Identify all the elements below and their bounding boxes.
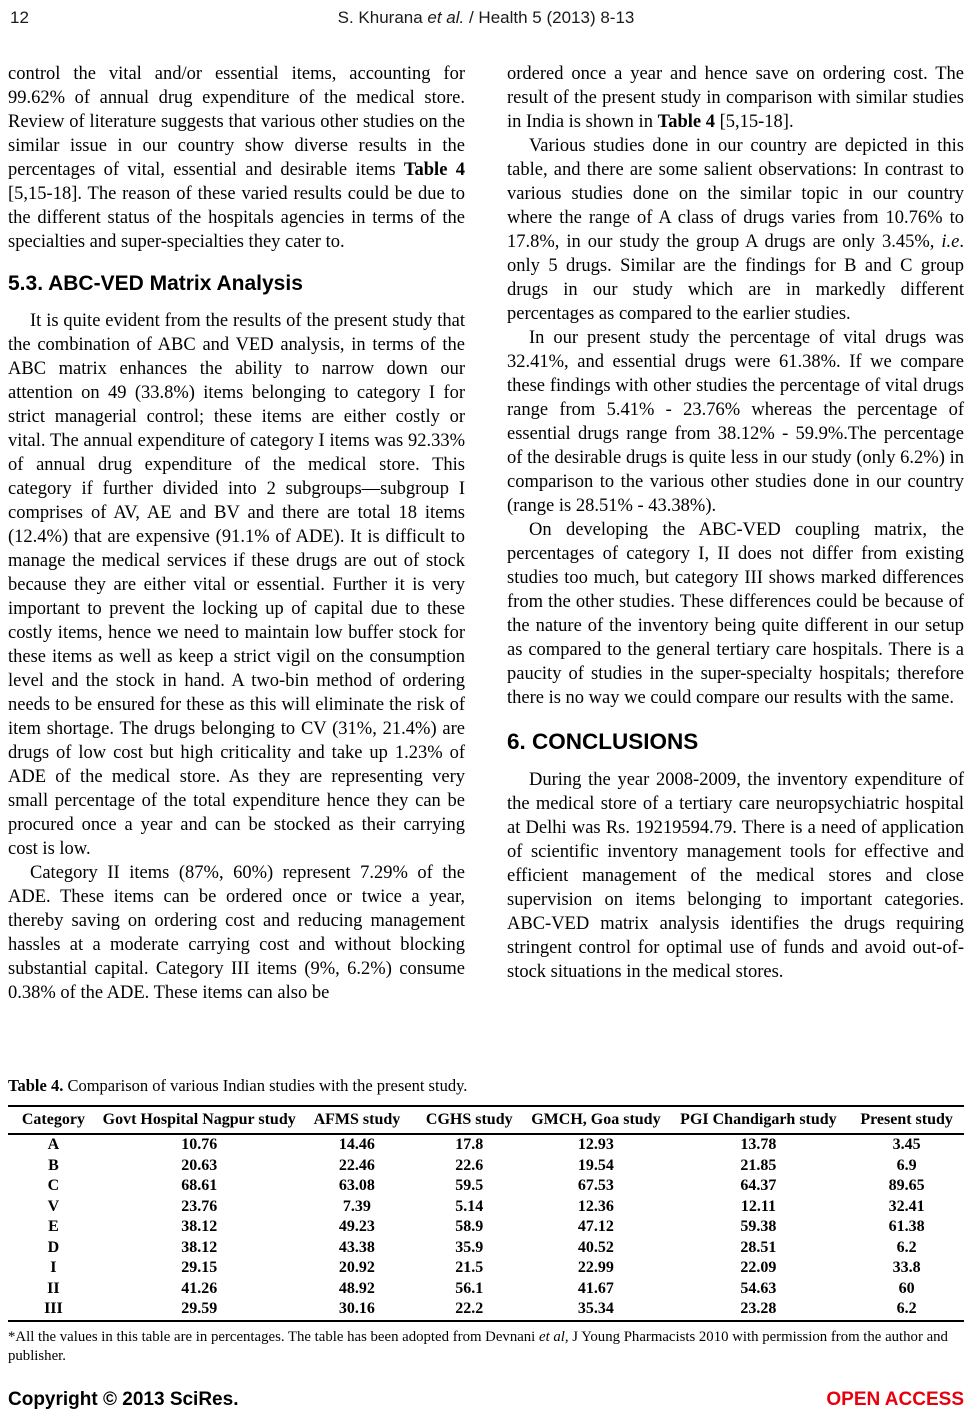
- row-category: II: [47, 1279, 60, 1297]
- paragraph-continuation: [8, 62, 465, 254]
- table-cell: 20.92: [338, 1259, 375, 1276]
- paragraph-text: . only 5 drugs. Similar are the findings for B and C group drugs in our study which are in markedly different percentages as compared to the earlier studies.: [507, 232, 964, 324]
- table-row: [8, 1238, 964, 1259]
- page-header: [0, 0, 972, 32]
- table-row: [8, 1197, 964, 1218]
- paragraph: [507, 134, 964, 326]
- table-row: [8, 1299, 964, 1321]
- table-cell: 12.93: [577, 1136, 614, 1153]
- column-header: Category: [8, 1106, 99, 1134]
- row-category: B: [48, 1156, 59, 1174]
- column-header: Present study: [849, 1106, 964, 1134]
- paragraph: On developing the ABC-VED coupling matrix, the percentages of category I, II does not differ from existing studies too much, but category III shows marked differences from the other studies. These differences could be because of the nature of the inventory being quite different in our setup as compared to the general tertiary care hospitals. There is a paucity of studies in the super-specialty hospitals; therefore there is no way we could compare our results with the same.: [507, 520, 964, 708]
- table-cell: 32.41: [888, 1197, 925, 1215]
- table-cell: 6.9: [896, 1156, 917, 1174]
- table-reference: Table 4: [657, 112, 715, 132]
- running-title-etal: et al.: [427, 8, 465, 27]
- row-category: C: [47, 1177, 60, 1194]
- table-cell: 56.1: [455, 1279, 484, 1297]
- table-cell: 17.8: [455, 1136, 484, 1153]
- column-header: GMCH, Goa study: [524, 1106, 667, 1134]
- row-category: I: [50, 1259, 57, 1276]
- column-header: PGI Chandigarh study: [668, 1106, 850, 1134]
- table-cell: 3.45: [892, 1136, 921, 1153]
- column-header: Govt Hospital Nagpur study: [99, 1106, 300, 1134]
- open-access-label: OPEN ACCESS: [826, 1389, 964, 1410]
- running-title-pre: S. Khurana: [337, 8, 428, 27]
- table-cell: 23.28: [740, 1300, 777, 1317]
- table-head-row: [8, 1106, 964, 1134]
- page-footer: [8, 1389, 964, 1411]
- paragraph: It is quite evident from the results of the present study that the combination of ABC and VED analysis, in terms of the ABC matrix enhances the ability to narrow down our attention on 49 (33.8%) items belonging to category I for strict managerial control; these items are either costly or vital. The annual expenditure of category I items was 92.33% of annual drug expenditure of the medical store. This category if further divided into 2 subgroups—subgroup I comprises of AV, AE and BV and there are total 18 items (12.4%) that are expensive (91.1% of ADE). It is difficult to manage the medical services if these drugs are out of stock because they are either vital or essential. Further it is very important to prevent the locking up of capital due to these costly items, hence we need to maintain low buffer stock for these items as well as keep a strict vigil on the consumption level and the stock in hand. A two-bin method of ordering needs to be ensured for these as this will eliminate the risk of item shortage. The drugs belonging to CV (31%, 21.4%) are drugs of low cost but high criticality and take up 1.23% of ADE of the medical store. As they are representing very small percentage of the total expenditure hence they can be procured once a year and can be stocked as their carrying cost is low.: [8, 311, 465, 859]
- paragraph-text: control the vital and/or essential items, accounting for 99.62% of annual drug expenditure of the medical store. Review of literature suggests that various other studies on the similar issue in our country show diverse results in the percentages of vital, essential and desirable items: [8, 64, 465, 180]
- table-footnote: [8, 1328, 964, 1366]
- table-cell: 59.5: [455, 1177, 484, 1194]
- comparison-table: [8, 1105, 964, 1322]
- table-cell: 49.23: [338, 1218, 375, 1235]
- table-cell: 22.2: [455, 1300, 484, 1317]
- table-cell: 68.61: [181, 1177, 218, 1194]
- page-number: 12: [10, 8, 29, 27]
- table-cell: 89.65: [888, 1177, 925, 1194]
- table-cell: 59.38: [740, 1218, 777, 1235]
- table-row: [8, 1156, 964, 1177]
- table-cell: 5.14: [455, 1197, 484, 1215]
- footnote-text: *All the values in this table are in percentages. The table has been adopted from Devnani: [8, 1328, 539, 1345]
- table-cell: 33.8: [892, 1259, 921, 1276]
- paragraph: During the year 2008-2009, the inventory expenditure of the medical store of a tertiary care neuropsychiatric hospital at Delhi was Rs. 19219594.79. There is a need of application of scientific inventory management tools for effective and efficient management of the medical stores and close supervision on items belonging to important categories. ABC-VED matrix analysis identifies the drugs requiring stringent control for optimal use of funds and avoid out-of-stock situations in the medical stores.: [507, 770, 964, 982]
- paragraph: Category II items (87%, 60%) represent 7.29% of the ADE. These items can be ordered once or twice a year, thereby saving on ordering cost and reducing management hassles at a moderate carrying cost and without blocking substantial capital. Category III items (9%, 6.2%) consume 0.38% of the ADE. These items can also be: [8, 863, 465, 1003]
- table-cell: 35.34: [577, 1300, 614, 1317]
- table-cell: 19.54: [577, 1156, 614, 1174]
- table-cell: 20.63: [181, 1156, 218, 1174]
- table-cell: 58.9: [455, 1218, 484, 1235]
- table-caption-label: Table 4.: [8, 1076, 64, 1095]
- table-row: [8, 1258, 964, 1279]
- column-header: CGHS study: [414, 1106, 524, 1134]
- paragraph-text: ordered once a year and hence save on ordering cost. The result of the present study in comparison with similar studies in India is shown in: [507, 64, 964, 132]
- table-body: [8, 1134, 964, 1321]
- table-cell: 35.9: [455, 1238, 484, 1256]
- table-cell: 14.46: [338, 1136, 375, 1153]
- right-column: [507, 62, 964, 1074]
- table-cell: 48.92: [338, 1279, 375, 1297]
- table-cell: 38.12: [181, 1238, 218, 1256]
- paragraph-text: Various studies done in our country are depicted in this table, and there are some salient observations: In contrast to various studies done on the similar topic in our country where the range of A class of drugs varies from 10.76% to 17.8%, in our study the group A drugs are only 3.45%,: [507, 136, 964, 252]
- table-cell: 41.26: [181, 1279, 218, 1297]
- table-cell: 64.37: [740, 1177, 777, 1194]
- table-cell: 29.59: [181, 1300, 218, 1317]
- section-heading-6: 6. CONCLUSIONS: [507, 729, 699, 754]
- row-category: V: [47, 1197, 60, 1215]
- running-title-post: / Health 5 (2013) 8-13: [464, 8, 635, 27]
- row-category: A: [47, 1136, 60, 1153]
- table-head: [8, 1106, 964, 1134]
- running-title: [0, 8, 972, 28]
- table-cell: 22.09: [740, 1259, 777, 1276]
- table-cell: 22.6: [455, 1156, 484, 1174]
- table-cell: 63.08: [338, 1177, 375, 1194]
- table-row: [8, 1279, 964, 1300]
- table-cell: 12.11: [740, 1197, 776, 1215]
- table-cell: 41.67: [577, 1279, 614, 1297]
- table-cell: 13.78: [740, 1136, 777, 1153]
- table-row: [8, 1134, 964, 1156]
- table-cell: 40.52: [577, 1238, 614, 1256]
- table-cell: 22.99: [577, 1259, 614, 1276]
- table-cell: 10.76: [181, 1136, 218, 1153]
- table-cell: 60: [898, 1279, 915, 1297]
- table-cell: 67.53: [577, 1177, 614, 1194]
- table-cell: 12.36: [577, 1197, 614, 1215]
- latin-abbreviation: i.e: [941, 232, 960, 252]
- footnote-etal: et al: [539, 1328, 565, 1345]
- body-columns: [0, 62, 972, 1074]
- table-cell: 38.12: [181, 1218, 218, 1235]
- paragraph: In our present study the percentage of vital drugs was 32.41%, and essential drugs were 61.38%. If we compare these findings with other studies the percentage of vital drugs range from 5.41% - 23.76% whereas the percentage of essential drugs range from 38.12% - 59.9%.The percentage of the desirable drugs is quite less in our study (only 6.2%) in comparison to the various other studies done in our country (range is 28.51% - 43.38%).: [507, 328, 964, 516]
- table-cell: 54.63: [740, 1279, 777, 1297]
- table-row: [8, 1176, 964, 1197]
- row-category: D: [47, 1238, 60, 1256]
- paragraph-text: [5,15-18].: [714, 112, 794, 132]
- table-caption: [8, 1076, 964, 1096]
- copyright-text: Copyright © 2013 SciRes.: [8, 1389, 239, 1410]
- table-cell: 61.38: [888, 1218, 925, 1235]
- table-cell: 47.12: [577, 1218, 614, 1235]
- table-cell: 6.2: [896, 1238, 917, 1256]
- table-cell: 6.2: [896, 1300, 917, 1317]
- row-category: III: [44, 1300, 63, 1317]
- table-cell: 43.38: [338, 1238, 375, 1256]
- table-cell: 29.15: [181, 1259, 218, 1276]
- table-row: [8, 1217, 964, 1238]
- table-cell: 28.51: [740, 1238, 777, 1256]
- table-cell: 30.16: [338, 1300, 375, 1317]
- table-reference: Table 4: [403, 160, 465, 180]
- paragraph-text: [5,15-18]. The reason of these varied results could be due to the different status of the hospitals agencies in terms of the specialties and super-specialties they cater to.: [8, 184, 465, 252]
- column-header: AFMS study: [300, 1106, 415, 1134]
- row-category: E: [48, 1218, 59, 1235]
- table-cell: 7.39: [342, 1197, 371, 1215]
- left-column: [8, 62, 465, 1074]
- footnote-text: , J Young Pharmacists 2010 with permission from the author and publisher.: [8, 1328, 948, 1364]
- table-caption-text: Comparison of various Indian studies with the present study.: [63, 1076, 468, 1095]
- table-cell: 21.85: [740, 1156, 777, 1174]
- table-cell: 22.46: [338, 1156, 375, 1174]
- table-cell: 21.5: [455, 1259, 484, 1276]
- table-cell: 23.76: [181, 1197, 218, 1215]
- table-block: [8, 1076, 964, 1366]
- paragraph-continuation: [507, 62, 964, 134]
- section-heading-5-3: 5.3. ABC-VED Matrix Analysis: [8, 272, 303, 295]
